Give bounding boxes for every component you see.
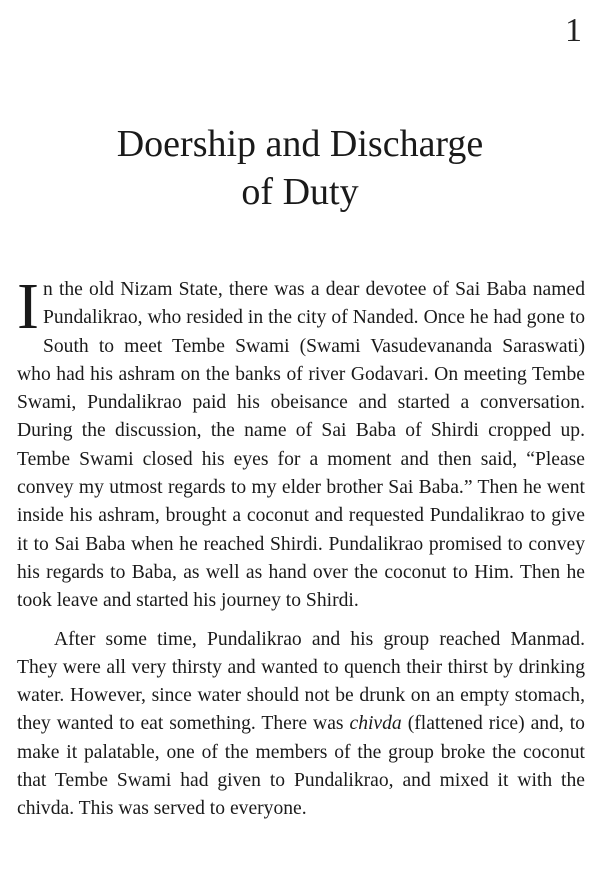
chapter-number: 1 (565, 12, 582, 49)
body-text (17, 270, 585, 824)
chapter-title (40, 120, 560, 216)
chapter-title-line-2: of Duty (241, 171, 359, 213)
drop-cap: I (17, 270, 39, 343)
paragraph-2-text-after: (flattened rice) and, to make it palatable, one of the members of the group broke the coconut that Tembe Swami had given to Pundalikrao, and mixed it with the chivda. This was served to everyone. (17, 713, 585, 820)
italic-term: chivda (349, 713, 402, 735)
paragraph-1-text: n the old Nizam State, there was a dear devotee of Sai Baba named Pundalikrao, who resided in the city of Nanded. Once he had gone to South to meet Tembe Swami (Swami Vasudevananda Saraswati) who had his ashram on the banks of river Godavari. On meeting Tembe Swami, Pundalikrao paid his obeisance and started a conversation. During the discussion, the name of Sai Baba of Shirdi cropped up. Tembe Swami closed his eyes for a moment and then said, “Please convey my utmost regards to my elder brother Sai Baba.” Then he went inside his ashram, brought a coconut and requested Pundalikrao to give it to Sai Baba when he reached Shirdi. Pundalikrao promised to convey his regards to Baba, as well as hand over the coconut to Him. Then he took leave and started his journey to Shirdi. (17, 279, 585, 612)
paragraph-1 (17, 270, 585, 616)
chapter-title-line-1: Doership and Discharge (116, 123, 484, 165)
paragraph-2 (17, 626, 585, 824)
paragraph-2-text-before: After some time, Pundalikrao and his group reached Manmad. They were all very thirsty and wanted to quench their thirst by drinking water. However, since water should not be drunk on an empty stomach, they wanted to eat something. There was (17, 628, 585, 735)
